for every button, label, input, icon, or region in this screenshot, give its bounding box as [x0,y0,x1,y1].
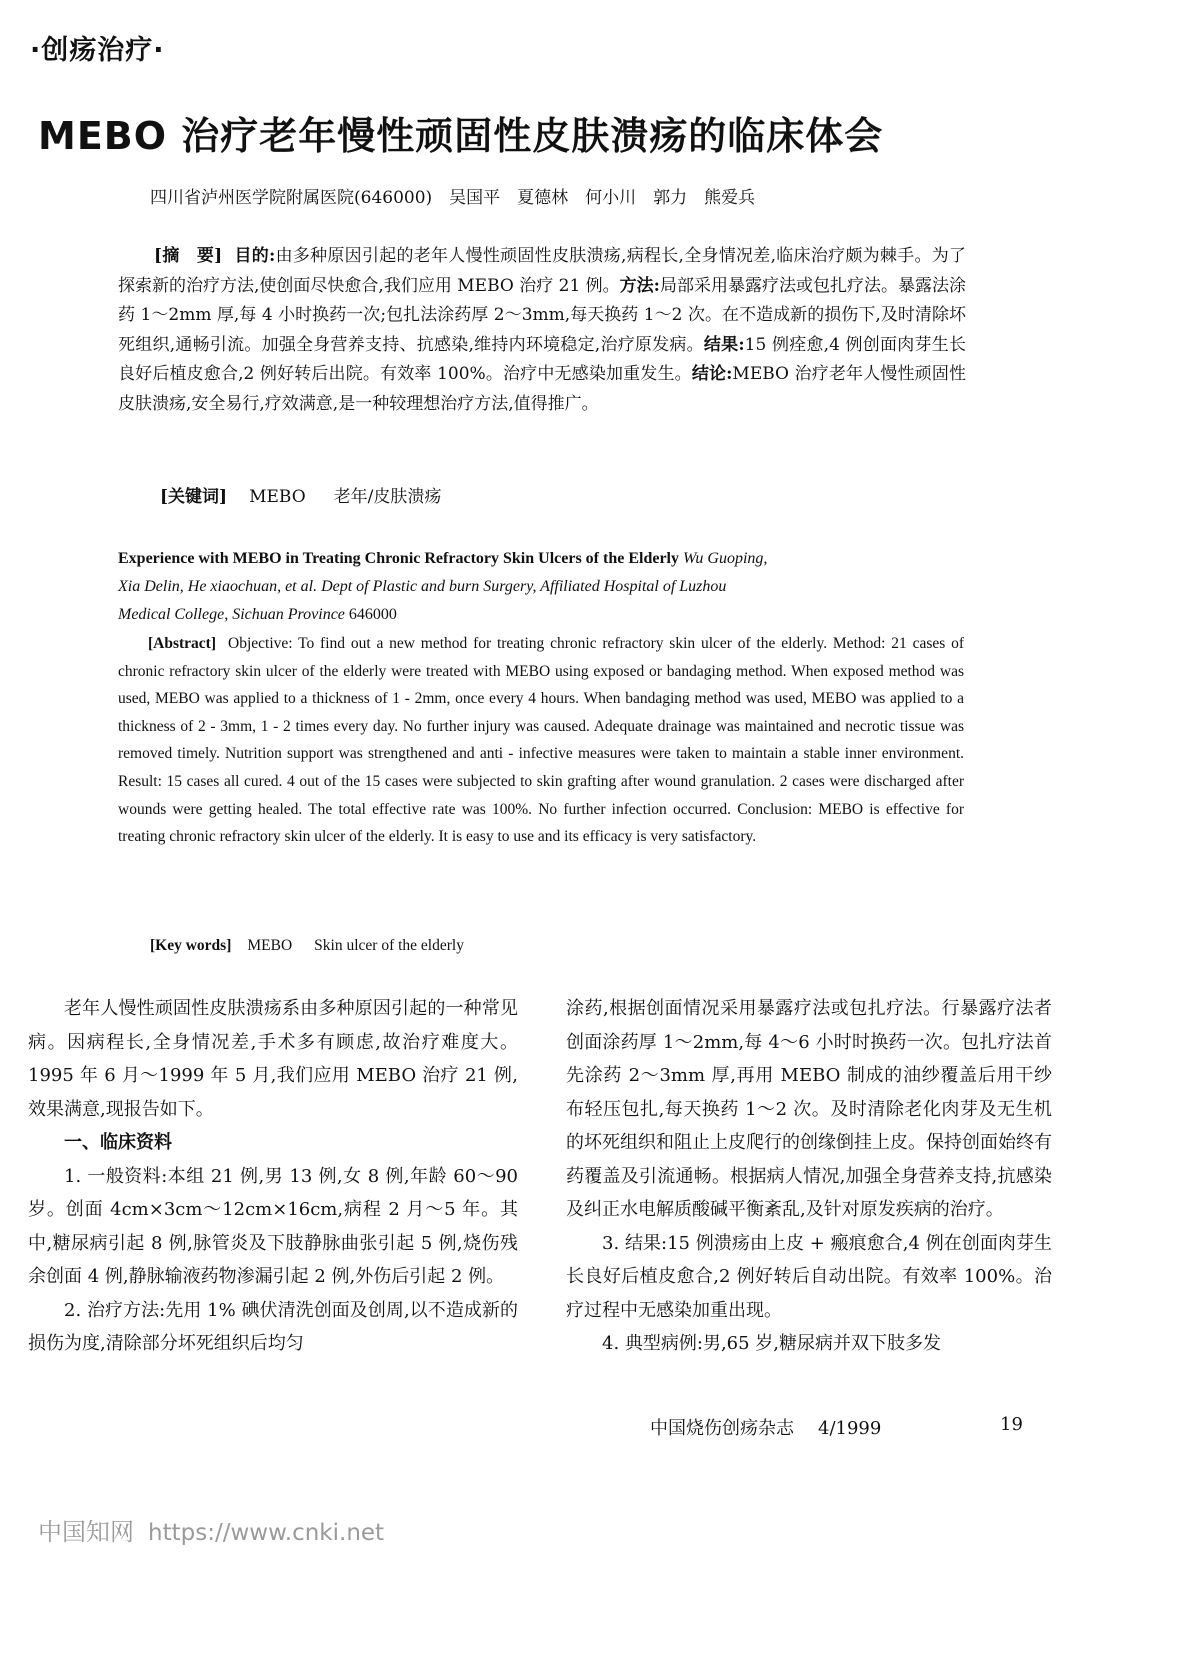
section-heading: 一、临床资料 [64,1132,172,1153]
english-abstract-label: [Abstract] [148,635,217,652]
cnki-watermark [38,1512,384,1547]
english-title-block [118,545,968,629]
chinese-abstract [118,242,966,420]
english-abstract [118,630,964,851]
english-title: Experience with MEBO in Treating Chronic Refractory Skin Ulcers of the Elderly [118,550,679,567]
general-data-paragraph: 1. 一般资料:本组 21 例,男 13 例,女 8 例,年龄 60～90 岁。创面 4cm×3cm～12cm×16cm,病程 2 月～5 年。其中,糖尿病引起 8 例,脉管炎及下肢静脉曲张引起 5 例,烧伤残余创面 4 例,静脉输液药物渗漏引起 2 例,外伤后引起 2 例。 [28,1165,518,1287]
article-title: MEBO 治疗老年慢性顽固性皮肤溃疡的临床体会 [38,114,884,158]
english-keywords-label: [Key words] [150,937,232,954]
intro-paragraph: 老年人慢性顽固性皮肤溃疡系由多种原因引起的一种常见病。因病程长,全身情况差,手术多有顾虑,故治疗难度大。1995 年 6 月～1999 年 5 月,我们应用 MEBO 治疗 21 例,效果满意,现报告如下。 [28,998,518,1120]
objective-label: 目的: [234,246,276,266]
treatment-paragraph: 2. 治疗方法:先用 1% 碘伏清洗创面及创周,以不造成新的损伤为度,清除部分坏死组织后均匀 [28,1299,518,1354]
method-text: 局部采用暴露疗法或包扎疗法。暴露法涂药 1～2mm 厚,每 4 小时换药一次;包扎法涂药厚 2～3mm,每天换药 1～2 次。在不造成新的损伤下,及时清除坏死组织,通畅引流。加强全身营养支持、抗感染,维持内环境稳定,治疗原发病。 [118,275,966,355]
english-affiliation: Medical College, Sichuan Province [118,606,345,623]
journal-issue: 4/1999 [818,1418,882,1439]
objective-text: 由多种原因引起的老年人慢性顽固性皮肤溃疡,病程长,全身情况差,临床治疗颇为棘手。为了探索新的治疗方法,使创面尽快愈合,我们应用 MEBO 治疗 21 例。 [118,246,966,296]
results-paragraph: 3. 结果:15 例溃疡由上皮 + 瘢痕愈合,4 例在创面肉芽生长良好后植皮愈合,2 例好转后自动出院。有效率 100%。治疗过程中无感染加重出现。 [566,1232,1052,1321]
body-column-left [28,992,518,1361]
conclusion-label: 结论: [691,364,733,385]
watermark-url: https://www.cnki.net [148,1520,385,1546]
chinese-keywords [160,482,469,507]
english-abstract-text: Objective: To find out a new method for treating chronic refractory skin ulcer of the elderly. Method: 21 cases of chronic refractory skin ulcer of the elderly were treated with MEBO using exposed or bandaging method. When exposed method was used, MEBO was applied to a thickness of 1 - 2mm, once every 4 hours. When bandaging method was used, MEBO was applied to a thickness of 2 - 3mm, 1 - 2 times every day. No further injury was caused. Adequate drainage was maintained and necrotic tissue was removed timely. Nutrition support was strengthened and anti - infective measures were taken to maintain a stable inner environment. Result: 15 cases all cured. 4 out of the 15 cases were subjected to skin grafting after wound granulation. 2 cases were discharged after wounds were getting healed. The total effective rate was 100%. No further infection occurred. Conclusion: MEBO is effective for treating chronic refractory skin ulcer of the elderly. It is easy to use and its efficacy is very satisfactory. [118,635,964,846]
keywords-label: [关键词] [160,487,228,507]
section-tag: ·创疡治疗· [30,35,165,66]
result-label: 结果: [703,334,745,355]
keyword: Skin ulcer of the elderly [314,937,464,954]
english-authors-affiliation: Xia Delin, He xiaochuan, et al. Dept of Plastic and burn Surgery, Affiliated Hospital of Luzhou [118,578,727,595]
keyword: MEBO [247,937,293,954]
result-text: 15 例痊愈,4 例创面肉芽生长良好后植皮愈合,2 例好转后出院。有效率 100%。治疗中无感染加重发生。 [118,334,966,385]
conclusion-text: MEBO 治疗老年人慢性顽固性皮肤溃疡,安全易行,疗效满意,是一种较理想治疗方法,值得推广。 [118,364,967,414]
journal-footer [650,1414,881,1440]
page-number: 19 [1000,1414,1023,1435]
keyword: MEBO [249,487,306,507]
case-paragraph: 4. 典型病例:男,65 岁,糖尿病并双下肢多发 [602,1333,942,1354]
treatment-continued-paragraph: 涂药,根据创面情况采用暴露疗法或包扎疗法。行暴露疗法者创面涂药厚 1～2mm,每 4～6 小时时换药一次。包扎疗法首先涂药 2～3mm 厚,再用 MEBO 制成的油纱覆盖后用干纱布轻压包扎,每天换药 1～2 次。及时清除老化肉芽及无生机的坏死组织和阻止上皮爬行的创缘倒挂上皮。保持创面始终有药覆盖及引流通畅。根据病人情况,加强全身营养支持,抗感染及纠正水电解质酸碱平衡紊乱,及针对原发疾病的治疗。 [566,998,1052,1220]
author-byline: 四川省泸州医学院附属医院(646000) 吴国平 夏德林 何小川 郭力 熊爱兵 [150,188,756,208]
watermark-brand: 中国知网 [38,1518,134,1546]
english-keywords [150,937,486,955]
keyword: 老年/皮肤溃疡 [333,487,442,507]
postcode: 646000 [348,606,397,623]
method-label: 方法: [619,275,660,296]
body-column-right [566,992,1052,1361]
abstract-label: [摘 要] [154,246,223,266]
journal-name: 中国烧伤创疡杂志 [650,1418,794,1439]
english-authors: Wu Guoping, [682,550,768,567]
